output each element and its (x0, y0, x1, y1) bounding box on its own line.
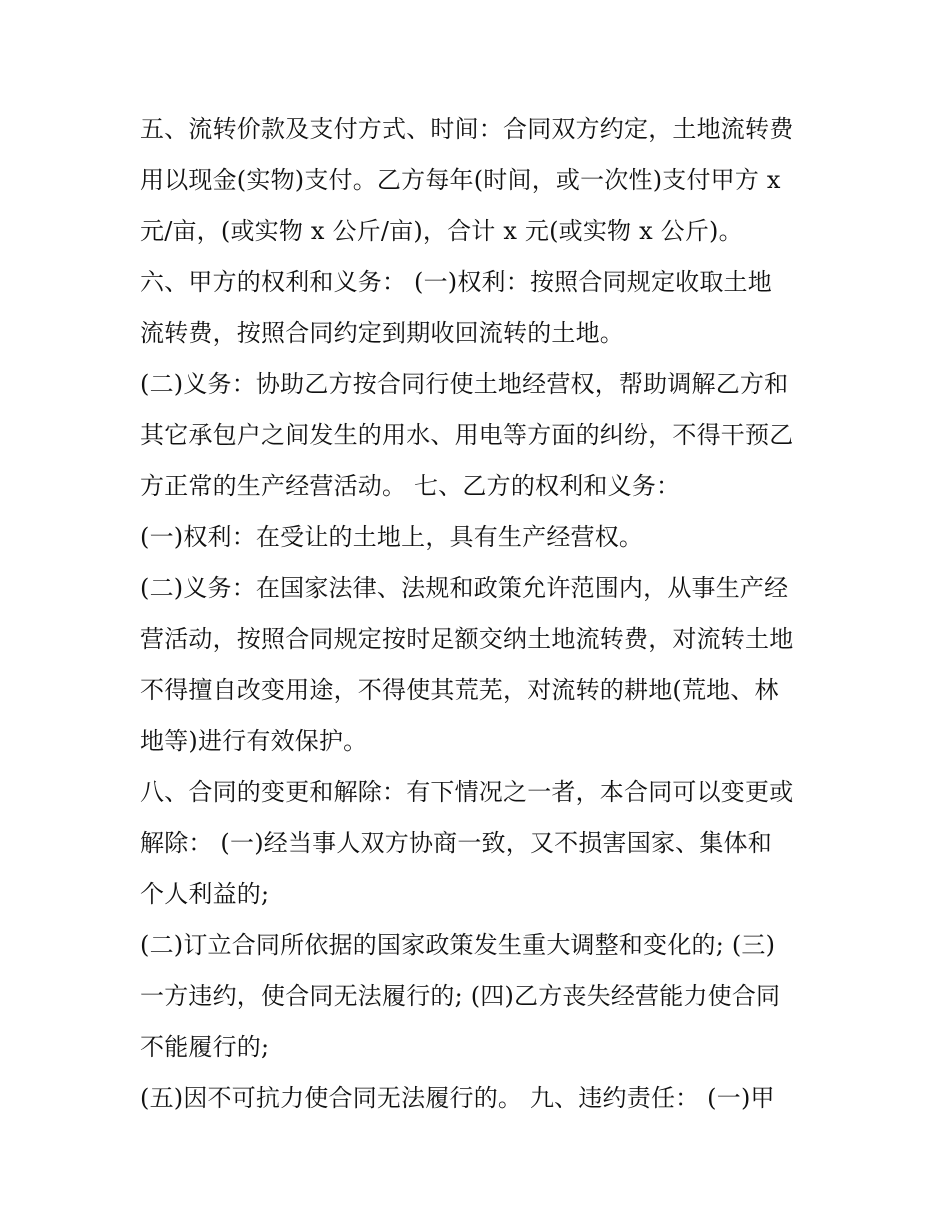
text-line: (二)义务：在国家法律、法规和政策允许范围内，从事生产经 (140, 574, 789, 602)
text-line: 五、流转价款及支付方式、时间：合同双方约定，土地流转费 (140, 115, 794, 143)
text-line: 元/亩，(或实物 x 公斤/亩)，合计 x 元(或实物 x 公斤)。 (140, 217, 743, 245)
text-line: 个人利益的; (140, 880, 270, 908)
text-line: 不得擅自改变用途，不得使其荒芜，对流转的耕地(荒地、林 (140, 676, 779, 704)
text-line: 一方违约，使合同无法履行的; (四)乙方丧失经营能力使合同 (140, 982, 781, 1010)
text-line: 方正常的生产经营活动。 七、乙方的权利和义务： (140, 472, 681, 500)
text-line: 地等)进行有效保护。 (140, 727, 368, 755)
text-line: (一)权利：在受让的土地上，具有生产经营权。 (140, 523, 644, 551)
text-line: 解除： (一)经当事人双方协商一致，又不损害国家、集体和 (140, 829, 772, 857)
text-line: (二)义务：协助乙方按合同行使土地经营权，帮助调解乙方和 (140, 370, 789, 398)
text-line: 六、甲方的权利和义务： (一)权利：按照合同规定收取土地 (140, 268, 772, 296)
text-line: 八、合同的变更和解除：有下情况之一者，本合同可以变更或 (140, 778, 794, 806)
text-line: (二)订立合同所依据的国家政策发生重大调整和变化的; (三) (140, 931, 776, 959)
text-line: (五)因不可抗力使合同无法履行的。 九、违约责任： (一)甲 (140, 1084, 775, 1112)
text-line: 其它承包户之间发生的用水、用电等方面的纠纷，不得干预乙 (140, 421, 794, 449)
text-line: 不能履行的; (140, 1033, 270, 1061)
text-line: 用以现金(实物)支付。乙方每年(时间，或一次性)支付甲方 x (140, 166, 781, 194)
text-line: 流转费，按照合同约定到期收回流转的土地。 (140, 319, 624, 347)
document-body (140, 104, 840, 1124)
text-line: 营活动，按照合同规定按时足额交纳土地流转费，对流转土地 (140, 625, 794, 653)
